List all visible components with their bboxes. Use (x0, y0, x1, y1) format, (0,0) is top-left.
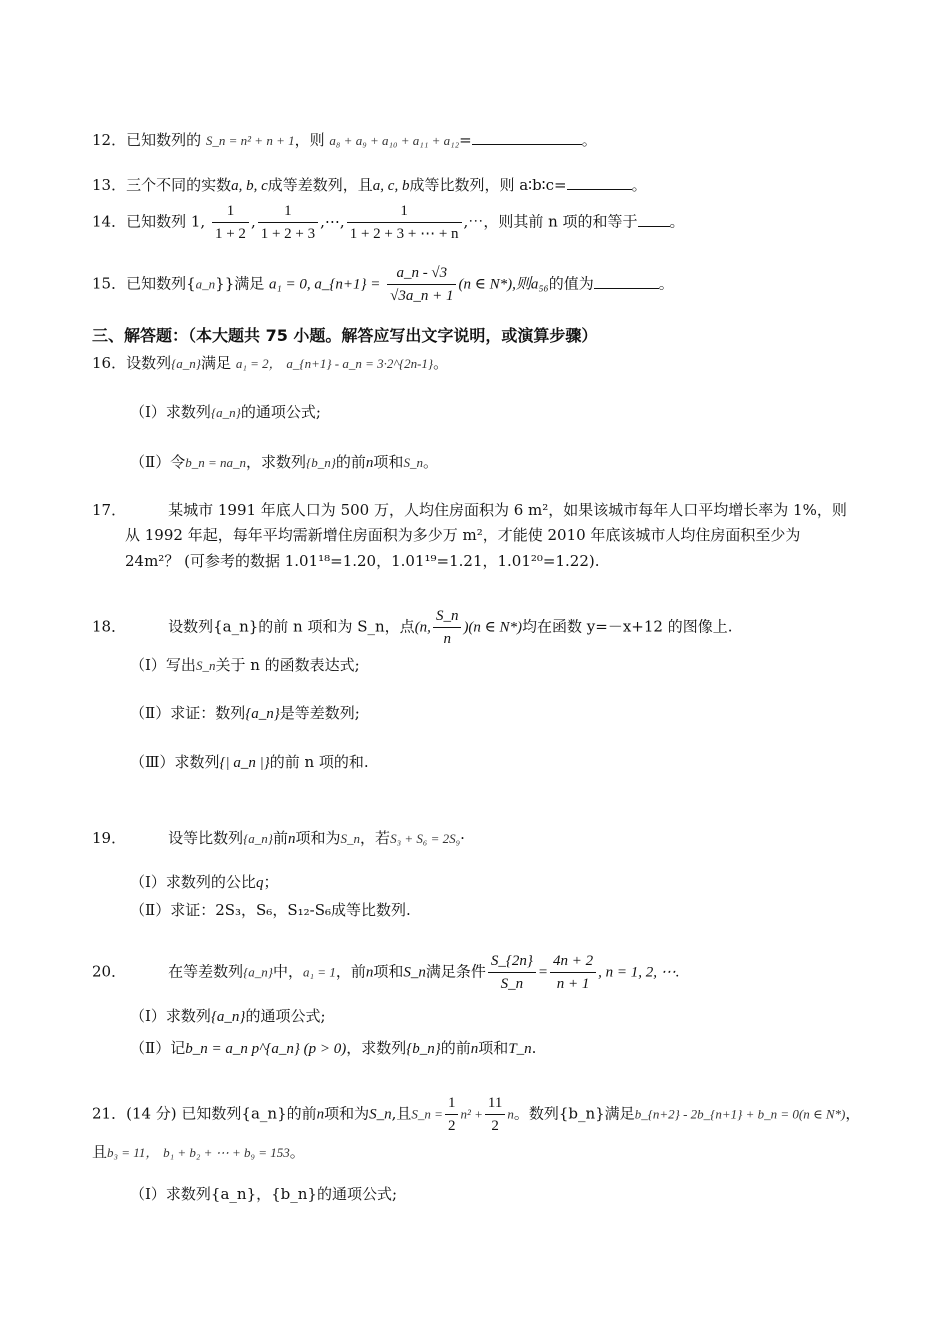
question-number: 17． (92, 501, 127, 519)
question-number: 14． (92, 212, 127, 231)
q18-part-2: （Ⅱ）求证：数列{a_n}是等差数列; (130, 704, 360, 722)
question-21: 21．(14 分) 已知数列{a_n}的前n项和为S_n,且S_n = $\frac{1}{2}$ n² + $\frac{11}{2}$ n。数列{b_n}满足b_{n+2} - 2b_{n+1} + b_n = 0(n ∈ N*)， (92, 1092, 860, 1137)
question-20: 20． 在等差数列{a_n}中，a₁ = 1，前n项和S_n满足条件 $\frac{S\_\{2n\}}{S\_n}$ = $\frac{4n + 2}{n + 1}$ , n = 1, 2, ⋯. (92, 950, 680, 995)
question-number: 20． (92, 962, 127, 981)
answer-blank[interactable] (472, 130, 582, 145)
q19-part-2: （Ⅱ）求证：2S₃，S₆，S₁₂-S₆成等比数列. (130, 901, 411, 919)
q21-line-2: 且b₃ = 11， b₁ + b₂ + ⋯ + b₉ = 153。 (92, 1143, 305, 1161)
q17-line-3: 24m²？ (可参考的数据 1.01¹⁸=1.20，1.01¹⁹=1.21，1.01²⁰=1.22). (125, 552, 600, 570)
question-15: 15．已知数列{a_n}}满足 a₁ = 0, a_{n+1} = $\frac{a\_n - √3}{√3a\_n + 1}$ (n ∈ N*),则a₅₆的值为 。 (92, 262, 674, 307)
question-19: 19． 设等比数列{a_n}前n项和为S_n，若S₃ + S₆ = 2S₉· (92, 829, 465, 847)
question-number: 12． (92, 131, 127, 149)
question-16: 16．设数列{a_n}满足 a₁ = 2， a_{n+1} - a_n = 3·2^{2n-1}。 (92, 354, 449, 372)
question-number: 15． (92, 274, 127, 293)
q18-part-1: （Ⅰ）写出S_n关于 n 的函数表达式; (130, 656, 360, 674)
q21-part-1: （Ⅰ）求数列{a_n}，{b_n}的通项公式; (130, 1185, 398, 1203)
q17-line-2: 从 1992 年起，每年平均需新增住房面积为多少万 m²，才能使 2010 年底该城市人均住房面积至少为 (125, 526, 801, 544)
question-number: 21． (92, 1104, 127, 1123)
question-number: 16． (92, 354, 127, 372)
q20-part-1: （Ⅰ）求数列{a_n}的通项公式; (130, 1007, 326, 1025)
question-13: 13．三个不同的实数a, b, c成等差数列，且a, c, b成等比数列，则 a∶b∶c= 。 (92, 176, 647, 194)
question-number: 18． (92, 617, 127, 636)
q19-part-1: （Ⅰ）求数列的公比q； (130, 873, 279, 891)
fraction: $\frac{S\_\{2n\}}{S\_n}$ (488, 950, 536, 995)
fraction: $\frac{1}{1 + 2}$ (212, 200, 249, 245)
formula: S_n = n² + n + 1 (205, 133, 295, 148)
q16-part-1: （Ⅰ）求数列{a_n}的通项公式; (130, 403, 321, 421)
question-18: 18． 设数列{a_n}的前 n 项和为 S_n，点(n, $\frac{S\_n}{n}$ )(n ∈ N*)均在函数 y=－x+12 的图像上. (92, 605, 733, 650)
fraction: $\frac{1}{1 + 2 + 3}$ (258, 200, 318, 245)
section-heading: 三、解答题：（本大题共 75 小题。解答应写出文字说明，或演算步骤） (92, 326, 598, 345)
fraction: $\frac{4n + 2}{n + 1}$ (550, 950, 596, 995)
answer-blank[interactable] (594, 274, 659, 289)
question-14: 14．已知数列 1, $\frac{1}{1 + 2}$ , $\frac{1}{1 + 2 + 3}$ ,⋯, $\frac{1}{1 + 2 + 3 + \cdots + n}$ ,⋯，则其前 n 项的和等于 。 (92, 200, 685, 245)
fraction: $\frac{1}{1 + 2 + 3 + \cdots + n}$ (347, 200, 462, 245)
fraction: $\frac{1}{2}$ (445, 1092, 459, 1137)
fraction: $\frac{S\_n}{n}$ (433, 605, 462, 650)
question-12: 12．已知数列的 S_n = n² + n + 1，则 a₈ + a₉ + a₁₀ + a₁₁ + a₁₂= 。 (92, 131, 597, 149)
formula: a₈ + a₉ + a₁₀ + a₁₁ + a₁₂ (329, 133, 460, 148)
question-17: 17． 某城市 1991 年底人口为 500 万，人均住房面积为 6 m²，如果该城市每年人口平均增长率为 1%，则 (92, 501, 847, 519)
question-number: 19． (92, 829, 127, 847)
q20-part-2: （Ⅱ）记b_n = a_n p^{a_n} (p > 0)，求数列{b_n}的前n项和T_n. (130, 1039, 537, 1057)
answer-blank[interactable] (567, 175, 632, 190)
answer-blank[interactable] (638, 212, 670, 227)
q18-part-3: （Ⅲ）求数列{| a_n |}的前 n 项的和. (130, 753, 369, 771)
fraction: $\frac{11}{2}$ (485, 1092, 505, 1137)
q16-part-2: （Ⅱ）令b_n = na_n，求数列{b_n}的前n项和S_n。 (130, 453, 438, 471)
question-number: 13． (92, 176, 127, 194)
fraction: $\frac{a\_n - √3}{√3a\_n + 1}$ (387, 262, 456, 307)
